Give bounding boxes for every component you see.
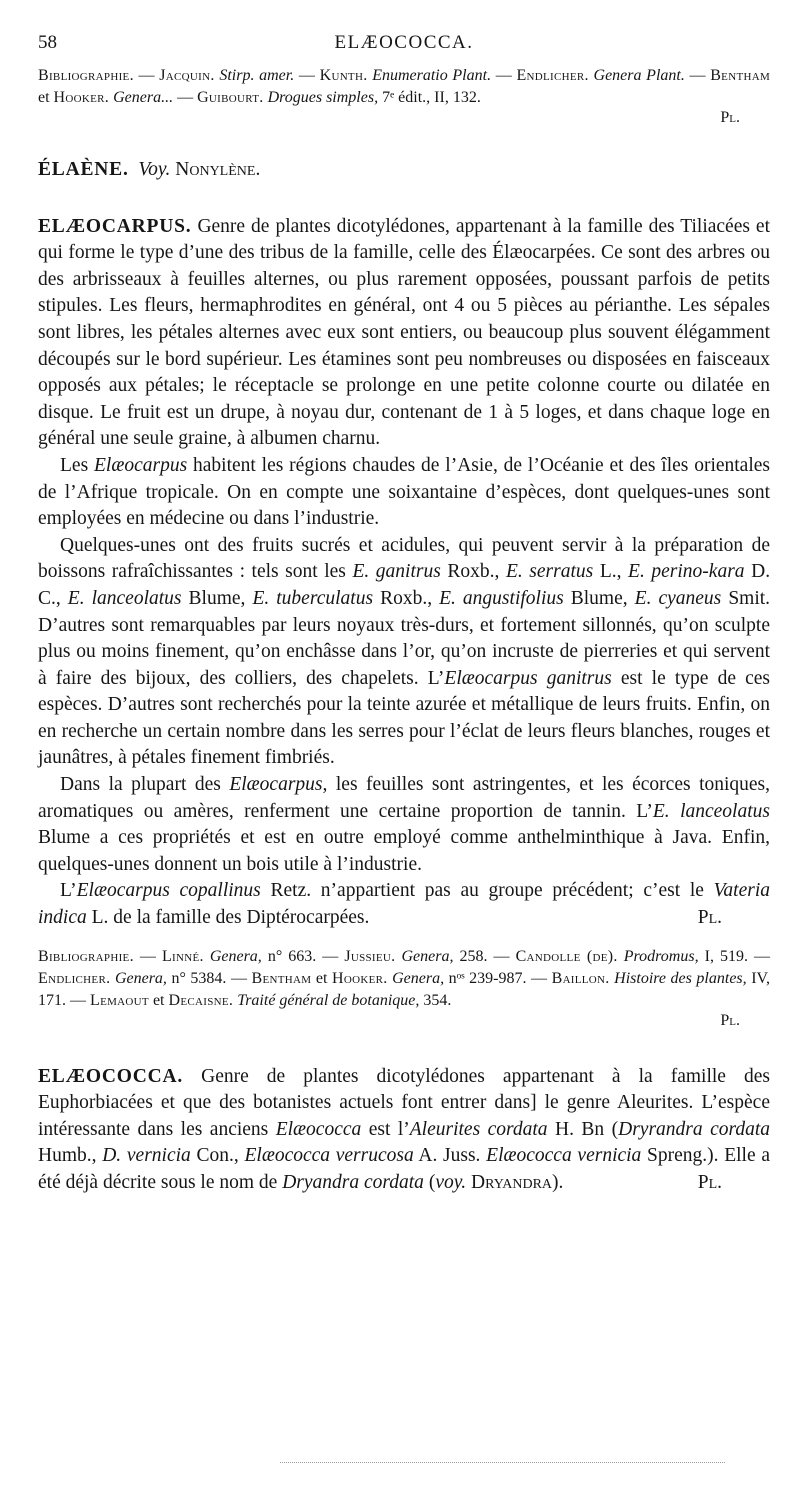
signature: Pl. (697, 1172, 722, 1193)
entry-heading: ÉLAÈNE. (38, 159, 129, 180)
entry-elaene: ÉLAÈNE. Voy. Nonylène. (38, 159, 261, 180)
signature: Pl. (720, 1011, 740, 1029)
running-title: ELÆOCOCCA. (334, 32, 474, 53)
entry-heading: ELÆOCOCCA. (38, 1065, 184, 1087)
entry-elaeocarpus: ELÆOCARPUS. Genre de plantes dicotylédones, appartenant à la famille des Tiliacées et qui forme le type d’une des tribus de la famille, celle des Élæocarpées. Ce sont des arbres ou des arbrisseaux à feuilles alternes, ou plus rarement opposées, poussant parfois de petits stipules. Les fleurs, hermaphrodites en général, ont 4 ou 5 pièces au périanthe. Les sépales sont libres, les pétales alternes avec eux sont entiers, ou beaucoup plus souvent élégamment découpés sur le bord supérieur. Les étamines sont peu nombreuses ou disposées en faisceaux opposés aux pétales; le réceptacle se prolonge en une petite colonne courte ou dilatée en disque. Le fruit est un drupe, à noyau dur, contenant de 1 à 5 loges, et dans chaque loge en général une seule graine, à albumen charnu. Les Elæocarpus habitent les régions chaudes de l’Asie, de l’Océanie et des îles orientales de l’Afrique tropicale. On en compte une soixantaine d’espèces, dont quelques-unes sont employées en médecine ou dans l’industrie. Quelques-unes ont des fruits sucrés et acidules, qui peuvent servir à la préparation de boissons rafraîchissantes : tels sont les E. ganitrus Roxb., E. serratus L., E. perino-kara D. C., E. lanceolatus Blume, E. tuberculatus Roxb., E. angustifolius Blume, E. cyaneus Smit. D’autres sont remarquables par leurs noyaux très-durs, et fortement sillonnés, qu’on sculpte plus ou moins finement, qu’on enchâsse dans l’or, qu’on incruste de pierreries et qui servent à faire des bijoux, des colliers, des chapelets. L’Elæocarpus ganitrus est le type de ces espèces. D’autres sont recherchés pour la teinte azurée et métallique de leurs fruits. Enfin, on en recherche un certain nombre dans les serres pour l’éclat de leurs fleurs blanches, rouges et jaunâtres, à pétales finement fimbriés. Dans la plupart des Elæocarpus, les feuilles sont astringentes, et les écorces toniques, aromatiques ou amères, renferment une certaine proportion de tannin. L’E. lanceolatus Blume a ces propriétés et est en outre employé comme anthelminthique à Java. Enfin, quelques-unes donnent un bois utile à l’industrie. L’Elæocarpus copallinus Retz. n’appartient pas au groupe précédent; c’est le Vateria indica L. de la famille des Diptérocarpées. Pl. (38, 214, 770, 932)
bibliography-block: Bibliographie. — Jacquin. Stirp. amer. — Kunth. Enumeratio Plant. — Endlicher. Genera Plant. — Bentham et Hooker. Genera... — Guibourt. Drogues simples, 7ᵉ édit., II, 132. (38, 67, 771, 106)
bibliography-block: Bibliographie. — Linné. Genera, n° 663. — Jussieu. Genera, 258. — Candolle (de). Prodromus, I, 519. — Endlicher. Genera, n° 5384. — Bentham et Hooker. Genera, nᵒˢ 239-987. — Baillon. Histoire des plantes, IV, 171. — Lemaout et Decaisne. Traité général de botanique, 354. (38, 947, 771, 1009)
signature: Pl. (720, 109, 740, 126)
entry-elaeococca: ELÆOCOCCA. Genre de plantes dicotylédones appartenant à la famille des Euphorbiacées et que des botanistes actuels font entrer dans] le genre Aleurites. L’espèce intéressante dans les anciens Elæococca est l’Aleurites cordata H. Bn (Dryrandra cordata Humb., D. vernicia Con., Elæococca verrucosa A. Juss. Elæococca vernicia Spreng.). Elle a été déjà décrite sous le nom de Dryandra cordata (voy. Dryandra). Pl. (38, 1064, 770, 1197)
page-number: 58 (38, 32, 57, 53)
running-head (38, 26, 770, 56)
entry-heading: ELÆOCARPUS. (38, 215, 192, 237)
footer-rule (280, 1462, 725, 1463)
page (38, 26, 770, 1197)
signature: Pl. (697, 907, 722, 929)
